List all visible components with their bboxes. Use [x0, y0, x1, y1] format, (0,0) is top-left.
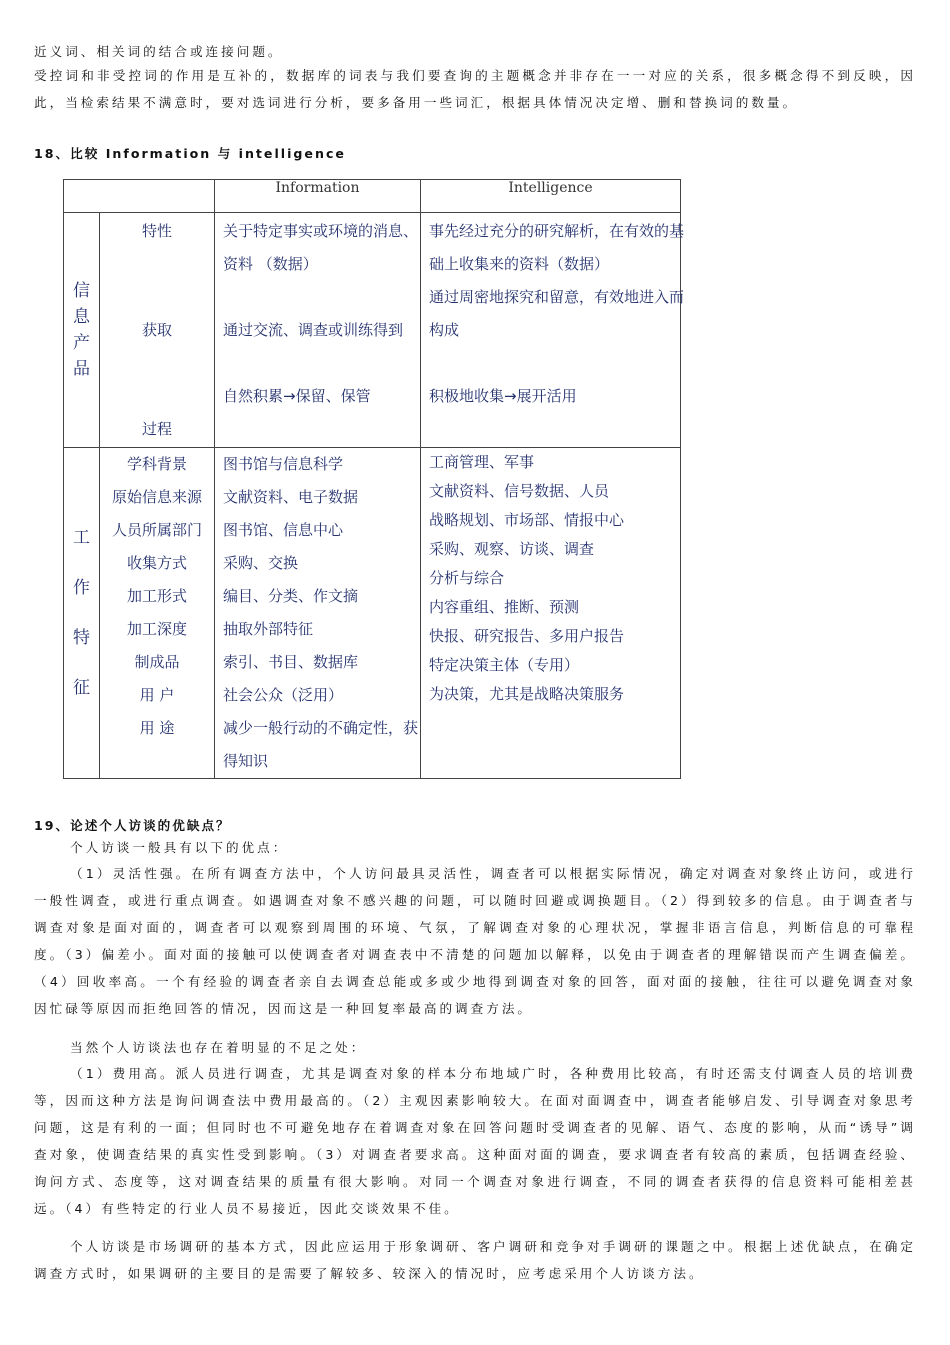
intel-cell: 础上收集来的资料（数据）	[429, 255, 610, 273]
category-char: 产	[73, 333, 90, 353]
info-cell: 抽取外部特征	[223, 620, 314, 638]
row-label: 收集方式	[126, 554, 187, 572]
header-empty-cell	[64, 180, 215, 213]
row-label: 特性	[141, 222, 172, 240]
intel-cell: 快报、研究报告、多用户报告	[429, 627, 625, 645]
q18-heading: 18、比较 Information 与 intelligence	[34, 146, 346, 161]
info-cell	[215, 347, 420, 380]
header-information: Information	[215, 180, 421, 213]
info-cell: 关于特定事实或环境的消息、	[223, 222, 419, 240]
intel-cell: 通过周密地探究和留意，有效地进入而	[429, 288, 685, 306]
category-char: 工	[73, 528, 90, 548]
row-label	[100, 745, 214, 778]
group1-intelligence	[421, 213, 685, 448]
row-label	[100, 281, 214, 314]
category-info-product	[64, 213, 100, 448]
group2-information	[215, 448, 421, 779]
intel-cell: 积极地收集→展开活用	[429, 387, 577, 405]
info-cell	[215, 281, 420, 314]
advantages-intro: 个人访谈一般具有以下的优点：	[70, 840, 289, 855]
intel-cell: 文献资料、信号数据、人员	[429, 482, 610, 500]
row-label	[100, 248, 214, 281]
intro-line-1: 近义词、相关词的结合或连接问题。	[34, 44, 284, 59]
info-cell: 得知识	[223, 752, 269, 770]
row-label: 人员所属部门	[111, 521, 202, 539]
q19-heading: 19、论述个人访谈的优缺点？	[34, 818, 231, 833]
table-row-work-features	[64, 448, 681, 779]
intel-cell: 分析与综合	[429, 569, 505, 587]
row-label	[100, 380, 214, 413]
info-cell: 索引、书目、数据库	[223, 653, 359, 671]
intel-cell: 战略规划、市场部、情报中心	[429, 511, 625, 529]
row-label: 加工深度	[126, 620, 187, 638]
info-cell: 社会公众（泛用）	[223, 686, 344, 704]
group1-information	[215, 213, 421, 448]
intel-cell	[421, 347, 680, 380]
row-label: 过程	[141, 420, 172, 438]
category-work-features	[64, 448, 100, 779]
info-cell: 减少一般行动的不确定性，获	[223, 719, 419, 737]
group2-intelligence	[421, 448, 681, 779]
intro-paragraph: 受控词和非受控词的作用是互补的，数据库的词表与我们要查询的主题概念并非存在一一对应的关系，很多概念得不到反映，因此，当检索结果不满意时，要对选词进行分析，要多备用一些词汇，根据具体情况决定增、删和替换词的数量。	[34, 68, 916, 110]
conclusion-paragraph: 个人访谈是市场调研的基本方式，因此应运用于形象调研、客户调研和竞争对手调研的课题之中。根据上述优缺点，在确定调查方式时，如果调研的主要目的是需要了解较多、较深入的情况时，应考虑采用个人访谈方法。	[34, 1239, 916, 1281]
disadvantages-paragraph: （1）费用高。派人员进行调查，尤其是调查对象的样本分布地域广时，各种费用比较高，有时还需支付调查人员的培训费等，因而这种方法是询问调查法中费用最高的。（2）主观因素影响较大。在面对面调查中，调查者能够启发、引导调查对象思考问题，这是有利的一面；但同时也不可避免地存在着调查对象在回答问题时受调查者的见解、语气、态度的影响，从而“诱导”调查对象，使调查结果的真实性受到影响。（3）对调查者要求高。这种面对面的调查，要求调查者有较高的素质，包括调查经验、询问方式、态度等，这对调查结果的质量有很大影响。对同一个调查对象进行调查，不同的调查者获得的信息资料可能相差甚远。（4）有些特定的行业人员不易接近，因此交谈效果不佳。	[34, 1066, 916, 1216]
intel-cell: 内容重组、推断、预测	[429, 598, 580, 616]
info-cell: 通过交流、调查或训练得到	[223, 321, 404, 339]
table-header-row	[64, 180, 681, 213]
info-cell: 自然积累→保留、保管	[223, 387, 371, 405]
category-char: 征	[73, 678, 90, 698]
comparison-table	[63, 179, 685, 779]
intel-cell: 为决策，尤其是战略决策服务	[429, 685, 625, 703]
header-intelligence: Intelligence	[421, 180, 681, 213]
table-row-info-product	[64, 213, 681, 448]
info-cell: 编目、分类、作文摘	[223, 587, 359, 605]
row-label: 获取	[141, 321, 172, 339]
row-label: 制成品	[134, 653, 180, 671]
info-cell: 采购、交换	[223, 554, 299, 572]
group1-labels	[100, 213, 215, 448]
info-cell	[215, 413, 420, 446]
info-cell: 资料 （数据）	[223, 255, 318, 273]
info-cell: 图书馆、信息中心	[223, 521, 344, 539]
row-label	[100, 347, 214, 380]
intel-cell: 工商管理、军事	[429, 453, 535, 471]
disadvantages-intro: 当然个人访谈法也存在着明显的不足之处：	[70, 1040, 367, 1055]
category-char: 信	[73, 281, 90, 301]
row-label: 原始信息来源	[111, 488, 202, 506]
row-label: 用 途	[139, 719, 175, 737]
intel-cell: 构成	[429, 321, 460, 339]
row-label: 学科背景	[126, 455, 187, 473]
row-label: 用 户	[139, 686, 175, 704]
intel-cell	[421, 413, 680, 446]
info-cell: 文献资料、电子数据	[223, 488, 359, 506]
row-label: 加工形式	[126, 587, 187, 605]
category-char: 品	[73, 359, 90, 379]
category-char: 特	[73, 628, 90, 648]
intel-cell: 采购、观察、访谈、调查	[429, 540, 595, 558]
advantages-paragraph: （1）灵活性强。在所有调查方法中，个人访问最具灵活性，调查者可以根据实际情况，确定对调查对象终止访问，或进行一般性调查，或进行重点调查。如遇调查对象不感兴趣的问题，可以随时回避或调换题目。（2）得到较多的信息。由于调查者与调查对象是面对面的，调查者可以观察到周围的环境、气氛，了解调查对象的心理状况，掌握非语言信息，判断信息的可靠程度。（3）偏差小。面对面的接触可以使调查者对调查表中不清楚的问题加以解释，以免由于调查者的理解错误而产生调查偏差。（4）回收率高。一个有经验的调查者亲自去调查总能或多或少地得到调查对象的回答，面对面的接触，往往可以避免调查对象因忙碌等原因而拒绝回答的情况，因而这是一种回复率最高的调查方法。	[34, 866, 916, 1016]
intel-cell: 特定决策主体（专用）	[429, 656, 580, 674]
category-char: 息	[73, 307, 90, 327]
intel-cell: 事先经过充分的研究解析，在有效的基	[429, 222, 685, 240]
category-char: 作	[73, 578, 90, 598]
group2-labels	[100, 448, 215, 779]
info-cell: 图书馆与信息科学	[223, 455, 344, 473]
